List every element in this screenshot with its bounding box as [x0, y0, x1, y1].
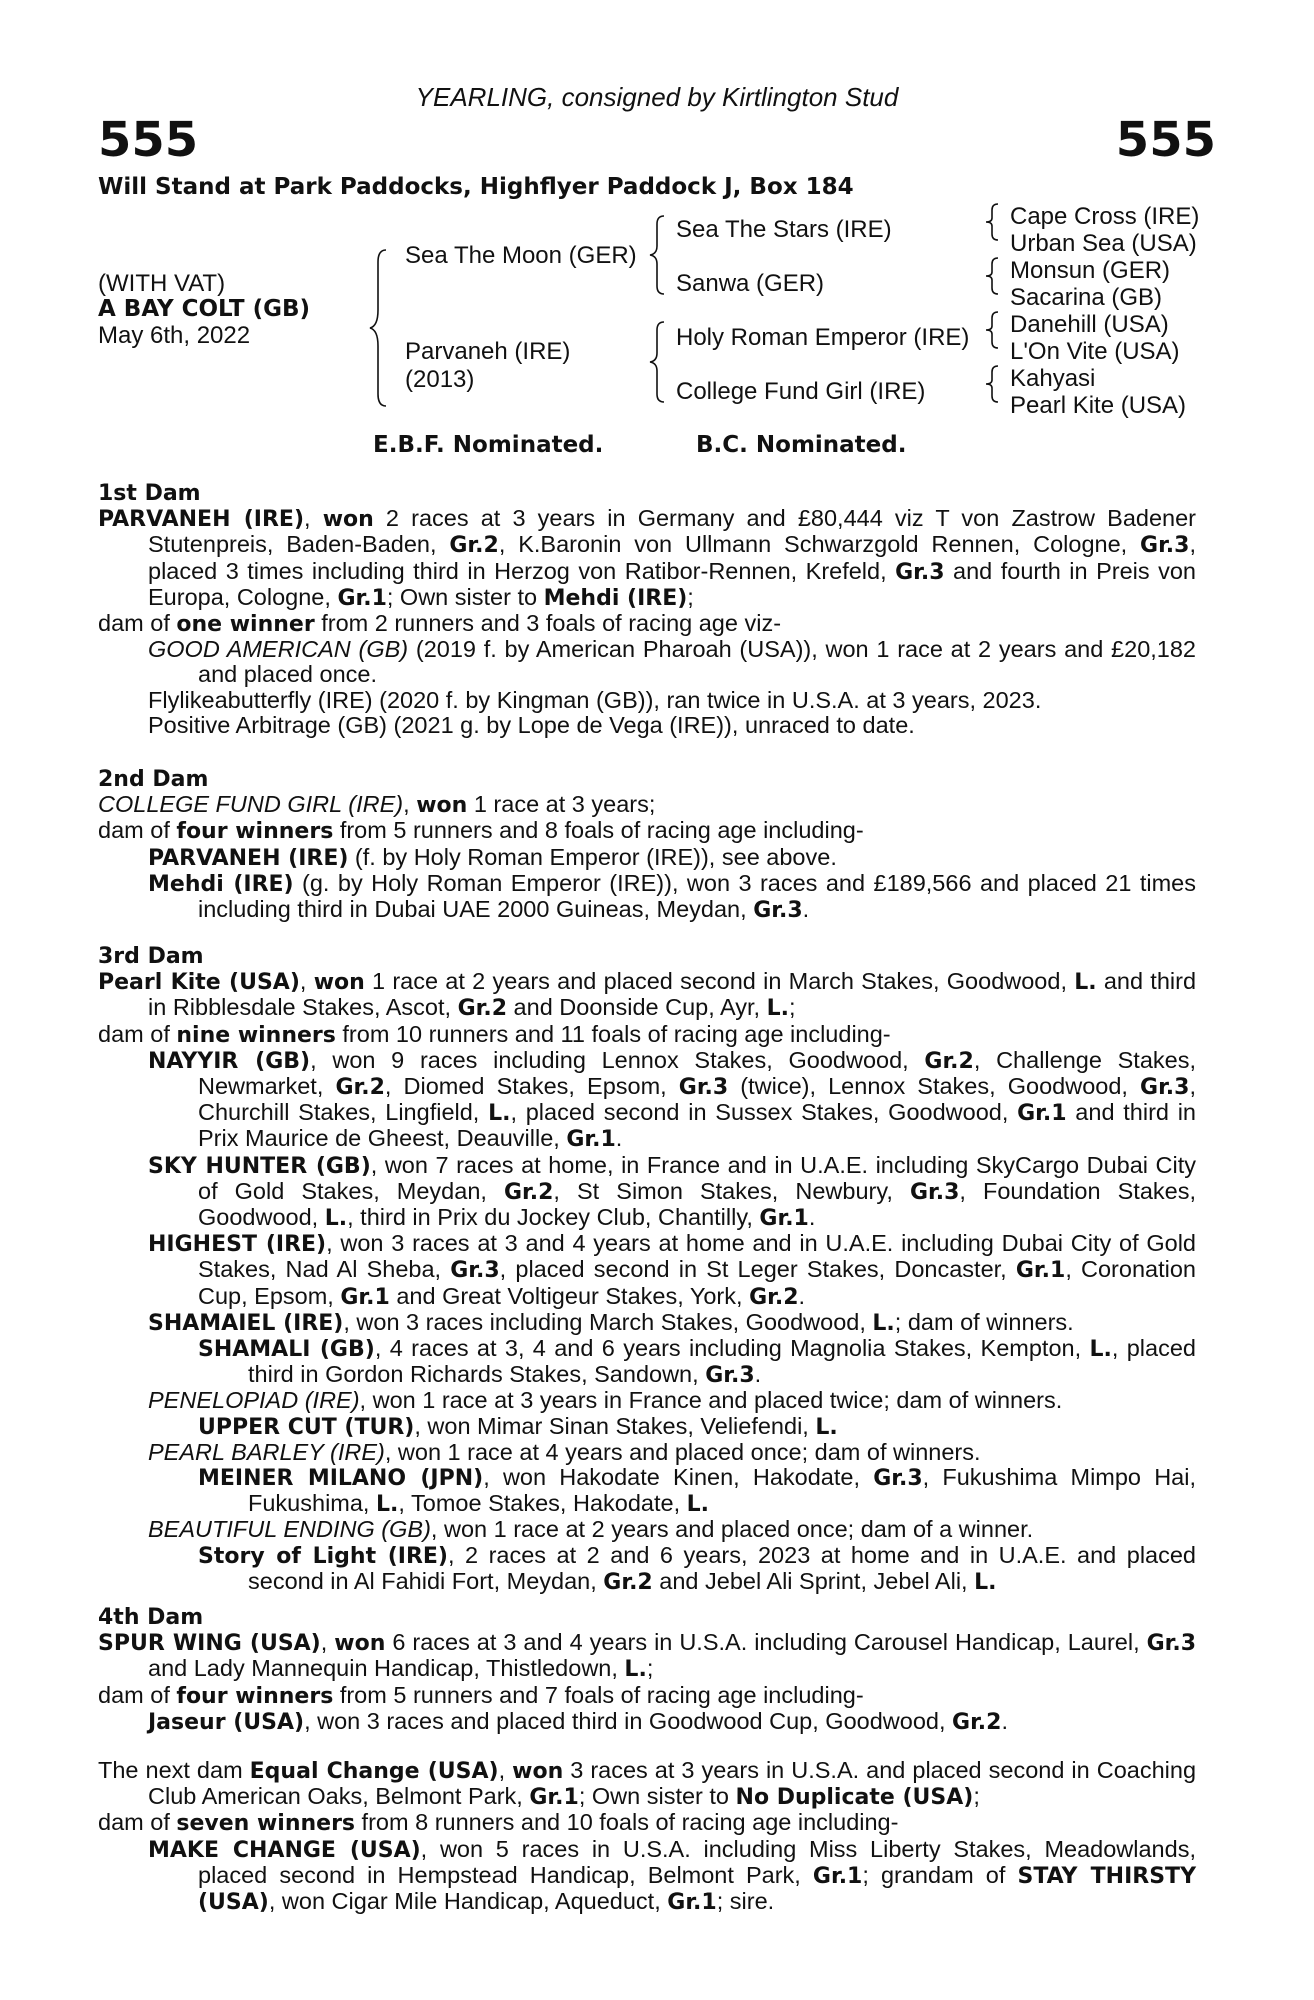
pedigree-dam: Parvaneh (IRE) [405, 338, 571, 365]
pedigree-bracket-dam [648, 320, 668, 404]
produce-item: PEARL BARLEY (IRE), won 1 race at 4 years and placed once; dam of winners. [148, 1438, 981, 1465]
produce-item: Flylikeabutterfly (IRE) (2020 f. by Kingman (GB)), ran twice in U.S.A. at 3 years, 2023. [148, 686, 1042, 713]
grandproduce-item: SHAMALI (GB), 4 races at 3, 4 and 6 years including Magnolia Stakes, Kempton, L., placed third in Gordon Richards Stakes, Sandown, Gr.3. [198, 1335, 1196, 1389]
produce-item: Jaseur (USA), won 3 races and placed third in Goodwood Cup, Goodwood, Gr.2. [148, 1707, 1008, 1735]
bc-nomination: B.C. Nominated. [696, 432, 907, 458]
pedigree-sire: Sea The Moon (GER) [405, 242, 637, 269]
pedigree-g3-3: Monsun (GER) [1010, 257, 1171, 284]
pedigree-g3-5: Danehill (USA) [1010, 311, 1169, 338]
stabling-location: Will Stand at Park Paddocks, Highflyer Paddock J, Box 184 [98, 174, 854, 200]
dam-entry: The next dam Equal Change (USA), won 3 races at 3 years in U.S.A. and placed second in Coaching Club American Oaks, Belmont Park, Gr.1; Own sister to No Duplicate (USA); [98, 1757, 1197, 1811]
section-heading: 4th Dam [98, 1605, 204, 1630]
produce-item: Positive Arbitrage (GB) (2021 g. by Lope de Vega (IRE)), unraced to date. [148, 711, 915, 738]
pedigree-dam-year: (2013) [405, 366, 475, 393]
catalogue-subtitle: YEARLING, consigned by Kirtlington Stud [415, 82, 899, 112]
pedigree-g3-8: Pearl Kite (USA) [1010, 392, 1187, 419]
lot-number-right: 555 [1115, 112, 1216, 168]
pedigree-g3-7: Kahyasi [1010, 365, 1096, 392]
grandproduce-item: MEINER MILANO (JPN), won Hakodate Kinen, Hakodate, Gr.3, Fukushima Mimpo Hai, Fukushima, L., Tomoe Stakes, Hakodate, L. [198, 1464, 1196, 1518]
section-heading: 3rd Dam [98, 944, 204, 969]
section-heading: 2nd Dam [98, 767, 209, 792]
pedigree-bracket-ss [984, 202, 1002, 242]
ebf-nomination: E.B.F. Nominated. [373, 432, 604, 458]
foaling-date: May 6th, 2022 [98, 322, 251, 349]
dam-entry: PARVANEH (IRE), won 2 races at 3 years in Germany and £80,444 viz T von Zastrow Badener Stutenpreis, Baden-Baden, Gr.2, K.Baronin von Ullmann Schwarzgold Rennen, Cologne, Gr.3, placed 3 times including third in Herzog von Ratibor-Rennen, Krefeld, Gr.3 and fourth in Preis von Europa, Cologne, Gr.1; Own sister to Mehdi (IRE); [98, 505, 1196, 611]
produce-item: NAYYIR (GB), won 9 races including Lennox Stakes, Goodwood, Gr.2, Challenge Stakes, Newmarket, Gr.2, Diomed Stakes, Epsom, Gr.3 (twice), Lennox Stakes, Goodwood, Gr.3, Churchill Stakes, Lingfield, L., placed second in Sussex Stakes, Goodwood, Gr.1 and third in Prix Maurice de Gheest, Deauville, Gr.1. [148, 1046, 1196, 1153]
pedigree-g3-1: Cape Cross (IRE) [1010, 203, 1200, 230]
produce-item: Mehdi (IRE) (g. by Holy Roman Emperor (IRE)), won 3 races and £189,566 and placed 21 times including third in Dubai UAE 2000 Guineas, Meydan, Gr.3. [148, 869, 1196, 924]
vat-note: (WITH VAT) [98, 270, 226, 297]
produce-summary: dam of nine winners from 10 runners and 11 foals of racing age including- [98, 1020, 891, 1048]
second-dam-section [98, 767, 1196, 923]
produce-item: HIGHEST (IRE), won 3 races at 3 and 4 years at home and in U.A.E. including Dubai City of Gold Stakes, Nad Al Sheba, Gr.3, placed second in St Leger Stakes, Doncaster, Gr.1, Coronation Cup, Epsom, Gr.1 and Great Voltigeur Stakes, York, Gr.2. [148, 1230, 1196, 1310]
pedigree-sire-sire: Sea The Stars (IRE) [676, 216, 892, 243]
produce-item: BEAUTIFUL ENDING (GB), won 1 race at 2 years and placed once; dam of a winner. [148, 1516, 1034, 1543]
pedigree-bracket-main [368, 248, 392, 408]
third-dam-section [98, 944, 1196, 1595]
dam-entry: Pearl Kite (USA), won 1 race at 2 years and placed second in March Stakes, Goodwood, L. and third in Ribblesdale Stakes, Ascot, Gr.2 and Doonside Cup, Ayr, L.; [98, 968, 1197, 1022]
produce-item: SHAMAIEL (IRE), won 3 races including March Stakes, Goodwood, L.; dam of winners. [148, 1308, 1074, 1336]
pedigree-dam-dam: College Fund Girl (IRE) [676, 378, 926, 405]
fourth-dam-section [98, 1605, 1196, 1735]
pedigree-bracket-ds [984, 310, 1002, 350]
produce-summary: dam of seven winners from 8 runners and 10 foals of racing age including- [98, 1809, 899, 1837]
produce-summary: dam of four winners from 5 runners and 8 foals of racing age including- [98, 817, 864, 845]
dam-entry: SPUR WING (USA), won 6 races at 3 and 4 years in U.S.A. including Carousel Handicap, Laurel, Gr.3 and Lady Mannequin Handicap, Thistledown, L.; [98, 1629, 1197, 1683]
produce-summary: dam of four winners from 5 runners and 7 foals of racing age including- [98, 1681, 864, 1709]
pedigree-g3-6: L'On Vite (USA) [1010, 338, 1180, 365]
grandproduce-item: UPPER CUT (TUR), won Mimar Sinan Stakes, Veliefendi, L. [198, 1412, 838, 1440]
pedigree-bracket-sd [984, 256, 1002, 296]
produce-item: MAKE CHANGE (USA), won 5 races in U.S.A. including Miss Liberty Stakes, Meadowlands, placed second in Hempstead Handicap, Belmont Park, Gr.1; grandam of STAY THIRSTY (USA), won Cigar Mile Handicap, Aqueduct, Gr.1; sire. [148, 1835, 1196, 1916]
grandproduce-item: Story of Light (IRE), 2 races at 2 and 6 years, 2023 at home and in U.A.E. and placed second in Al Fahidi Fort, Meydan, Gr.2 and Jebel Ali Sprint, Jebel Ali, L. [198, 1541, 1196, 1595]
produce-item: PENELOPIAD (IRE), won 1 race at 3 years in France and placed twice; dam of winners. [148, 1387, 1063, 1414]
lot-number-left: 555 [98, 112, 199, 168]
pedigree-dam-sire: Holy Roman Emperor (IRE) [676, 324, 970, 351]
produce-summary: dam of one winner from 2 runners and 3 foals of racing age viz- [98, 610, 782, 638]
pedigree-g3-4: Sacarina (GB) [1010, 284, 1163, 311]
produce-item: PARVANEH (IRE) (f. by Holy Roman Emperor (IRE)), see above. [148, 843, 837, 871]
pedigree-bracket-sire [648, 214, 668, 296]
pedigree-g3-2: Urban Sea (USA) [1010, 230, 1197, 257]
pedigree-sire-dam: Sanwa (GER) [676, 270, 825, 297]
pedigree-bracket-dd [984, 364, 1002, 404]
next-dam-section [98, 1758, 1196, 1915]
section-heading: 1st Dam [98, 481, 201, 506]
dam-entry: COLLEGE FUND GIRL (IRE), won 1 race at 3 years; [98, 791, 656, 819]
horse-name: A BAY COLT (GB) [98, 296, 311, 322]
produce-item: GOOD AMERICAN (GB) (2019 f. by American Pharoah (USA)), won 1 race at 2 years and £20,182 and placed once. [148, 636, 1196, 688]
produce-item: SKY HUNTER (GB), won 7 races at home, in France and in U.A.E. including SkyCargo Dubai City of Gold Stakes, Meydan, Gr.2, St Simon Stakes, Newbury, Gr.3, Foundation Stakes, Goodwood, L., third in Prix du Jockey Club, Chantilly, Gr.1. [148, 1151, 1197, 1232]
first-dam-section [98, 481, 1196, 738]
